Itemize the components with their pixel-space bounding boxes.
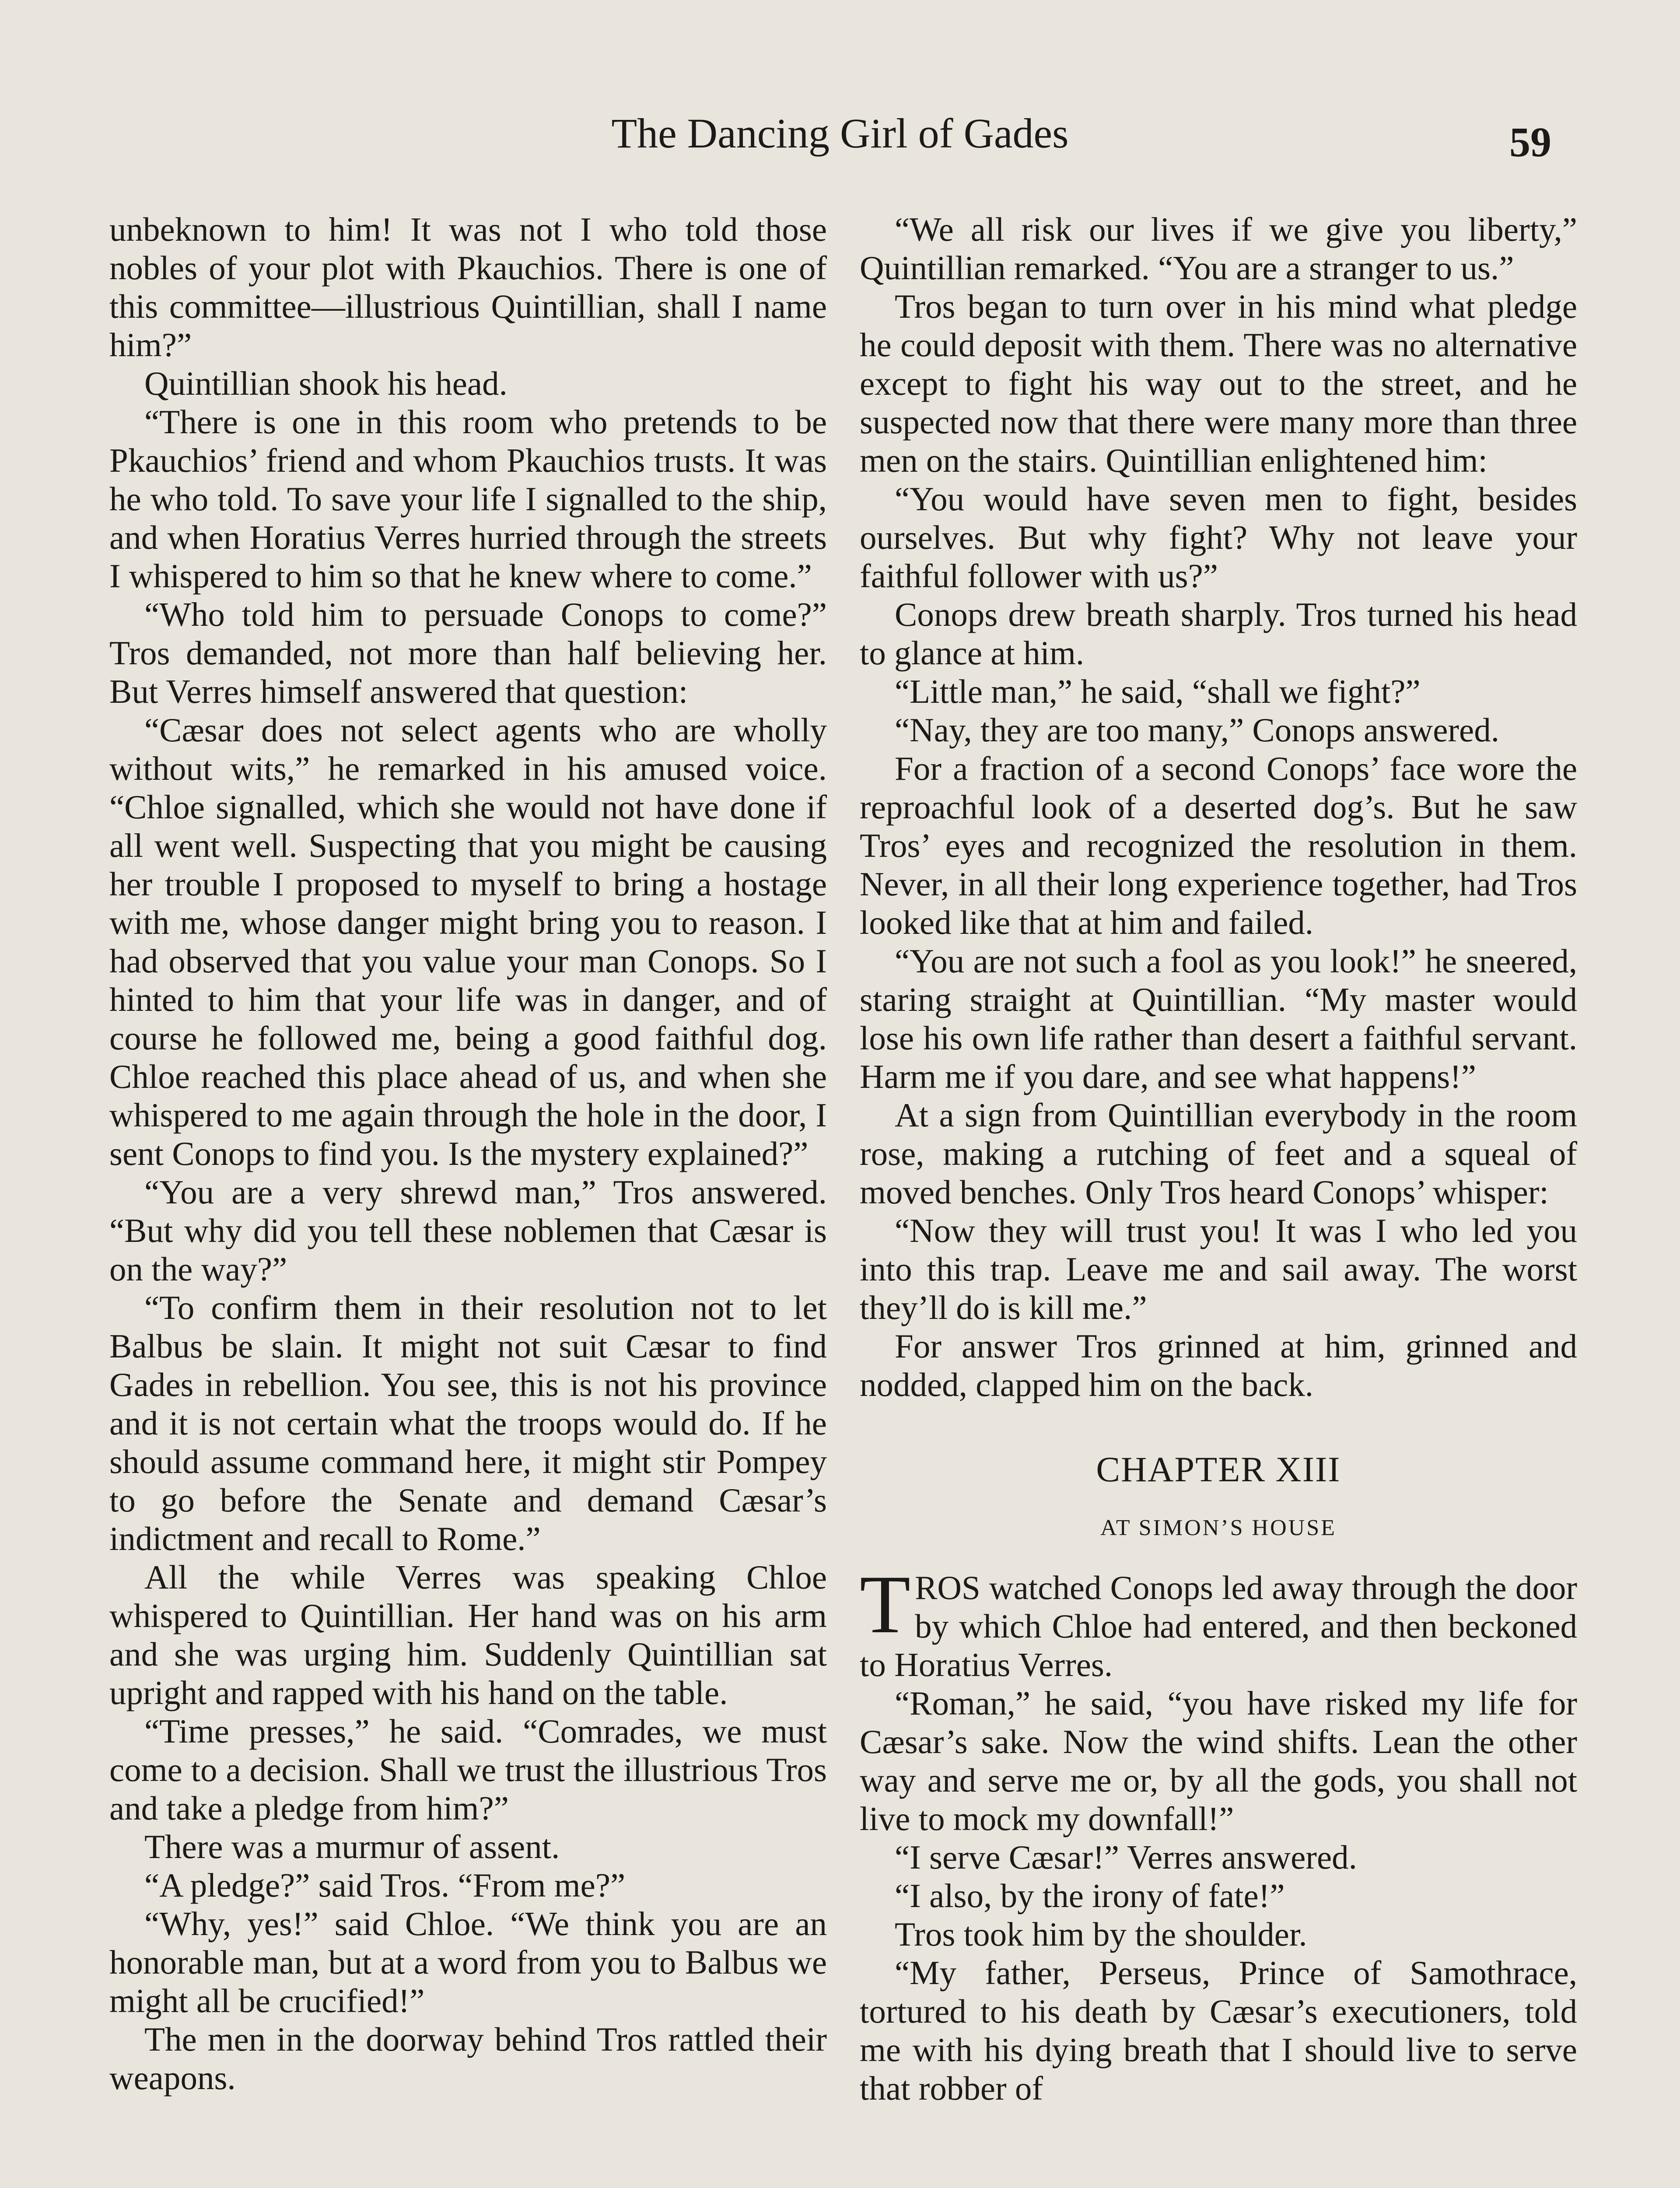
paragraph: “Who told him to persuade Conops to come?” Tros demanded, not more than half believing her. But Verres himself answered that question: <box>109 596 827 710</box>
paragraph: For a fraction of a second Conops’ face wore the reproachful look of a deserted dog’s. But he saw Tros’ eyes and recognized the resolution in them. Never, in all their long experience together, had Tros looked like that at him and failed. <box>860 750 1577 941</box>
paragraph: The men in the doorway behind Tros rattled their weapons. <box>109 2020 827 2097</box>
paragraph: “Nay, they are too many,” Conops answered. <box>895 711 1499 749</box>
paragraph: Conops drew breath sharply. Tros turned his head to glance at him. <box>860 596 1577 672</box>
paragraph: “Time presses,” he said. “Comrades, we must come to a decision. Shall we trust the illustrious Tros and take a pledge from him?” <box>109 1712 827 1827</box>
right-column <box>860 210 1577 2107</box>
paragraph: All the while Verres was speaking Chloe whispered to Quintillian. Her hand was on his arm and she was urging him. Suddenly Quintillian sat upright and rapped with his hand on the table. <box>109 1558 827 1711</box>
paragraph: “I also, by the irony of fate!” <box>895 1877 1285 1914</box>
page-title: The Dancing Girl of Gades <box>611 110 1069 157</box>
paragraph: “There is one in this room who pretends to be Pkauchios’ friend and whom Pkauchios trusts. It was he who told. To save your life I signalled to the ship, and when Horatius Verres hurried through the streets I whispered to him so that he knew where to come.” <box>109 403 827 595</box>
paragraph: There was a murmur of assent. <box>144 1828 560 1865</box>
paragraph: At a sign from Quintillian everybody in the room rose, making a rutching of feet and a squeal of moved benches. Only Tros heard Conops’ whisper: <box>860 1096 1577 1211</box>
paragraph: unbeknown to him! It was not I who told those nobles of your plot with Pkauchios. There is one of this committee—illustrious Quintillian, shall I name him?” <box>109 210 827 364</box>
left-column <box>109 210 827 2097</box>
paragraph: For answer Tros grinned at him, grinned and nodded, clapped him on the back. <box>860 1327 1577 1403</box>
paragraph: “My father, Perseus, Prince of Samothrace, tortured to his death by Cæsar’s executioners, told me with his dying breath that I should live to serve that robber of <box>860 1954 1577 2107</box>
paragraph: “You would have seven men to fight, besides ourselves. But why fight? Why not leave your faithful follower with us?” <box>860 480 1577 595</box>
paragraph: Tros took him by the shoulder. <box>895 1915 1307 1953</box>
paragraph: “Roman,” he said, “you have risked my life for Cæsar’s sake. Now the wind shifts. Lean the other way and serve me or, by all the gods, you shall not live to mock my downfall!” <box>860 1684 1577 1837</box>
drop-cap: T <box>860 1559 911 1651</box>
paragraph: “Now they will trust you! It was I who led you into this trap. Leave me and sail away. The worst they’ll do is kill me.” <box>860 1212 1577 1326</box>
page-number: 59 <box>1509 119 1551 165</box>
paragraph: “Why, yes!” said Chloe. “We think you are an honorable man, but at a word from you to Balbus we might all be crucified!” <box>109 1905 827 2020</box>
paragraph: Quintillian shook his head. <box>144 365 508 402</box>
paragraph: “A pledge?” said Tros. “From me?” <box>144 1866 626 1904</box>
paragraph: “Cæsar does not select agents who are wholly without wits,” he remarked in his amused voice. “Chloe signalled, which she would not have done if all went well. Suspecting that you might be causing her trouble I proposed to myself to bring a hostage with me, whose danger might bring you to reason. I had observed that you value your man Conops. So I hinted to him that your life was in danger, and of course he followed me, being a good faithful dog. Chloe reached this place ahead of us, and when she whispered to me again through the hole in the door, I sent Conops to find you. Is the mystery explained?” <box>109 711 827 1172</box>
paragraph: “To confirm them in their resolution not to let Balbus be slain. It might not suit Cæsar to find Gades in rebellion. You see, this is not his province and it is not certain what the troops would do. If he should assume command here, it might stir Pompey to go before the Senate and demand Cæsar’s indictment and recall to Rome.” <box>109 1289 827 1557</box>
paragraph: “We all risk our lives if we give you liberty,” Quintillian remarked. “You are a stranger to us.” <box>860 210 1577 287</box>
chapter-heading: CHAPTER XIII <box>1096 1449 1341 1489</box>
paragraph: “I serve Cæsar!” Verres answered. <box>895 1838 1357 1876</box>
paragraph: “You are a very shrewd man,” Tros answered. “But why did you tell these noblemen that Cæsar is on the way?” <box>109 1173 827 1288</box>
chapter-opening-text: ROS watched Conops led away through the door by which Chloe had entered, and then beckoned to Horatius Verres. <box>860 1569 1577 1683</box>
paragraph: “You are not such a fool as you look!” he sneered, staring straight at Quintillian. “My master would lose his own life rather than desert a faithful servant. Harm me if you dare, and see what happens!” <box>860 942 1577 1095</box>
chapter-subtitle: AT SIMON’S HOUSE <box>1100 1515 1337 1540</box>
paragraph: Tros began to turn over in his mind what pledge he could deposit with them. There was no alternative except to fight his way out to the street, and he suspected now that there were many more than three men on the stairs. Quintillian enlightened him: <box>860 288 1577 479</box>
paragraph: “Little man,” he said, “shall we fight?” <box>895 673 1421 710</box>
chapter-opening-paragraph <box>860 1559 1577 1684</box>
